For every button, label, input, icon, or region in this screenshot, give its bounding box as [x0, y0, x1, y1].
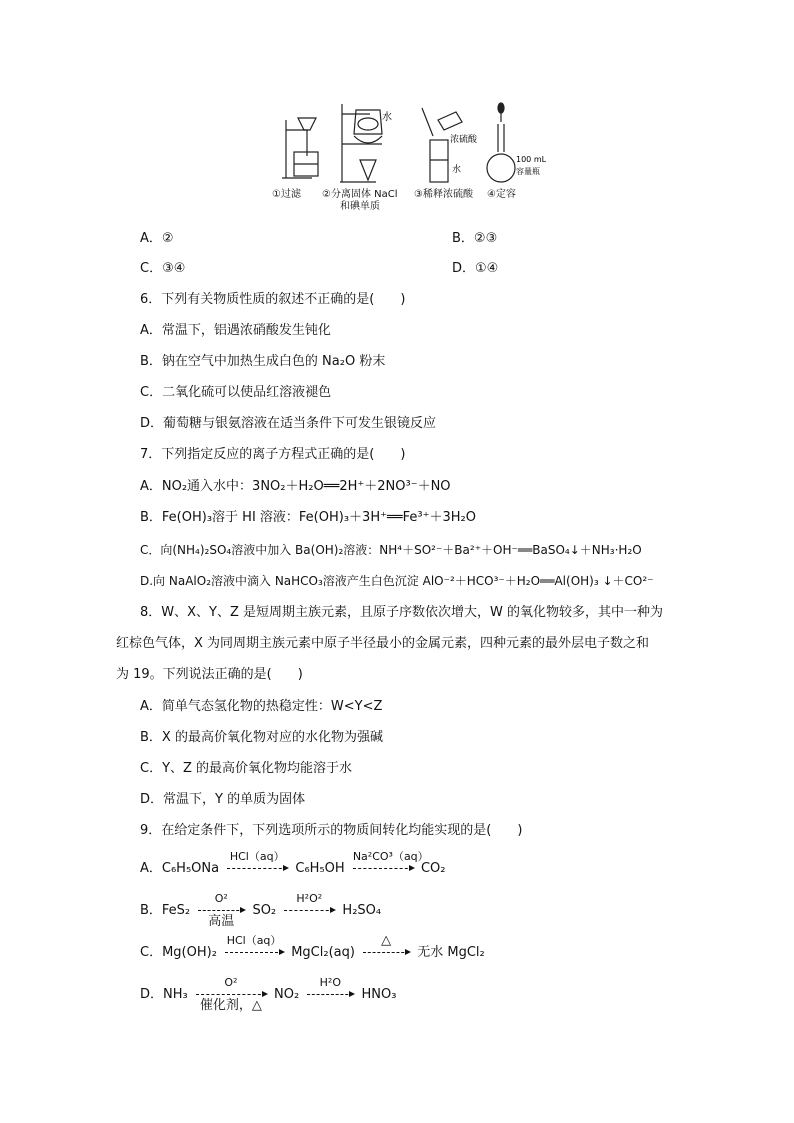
arrow — [225, 933, 283, 960]
arrow — [352, 849, 429, 876]
reagent: O² — [224, 975, 238, 989]
q9-b-left: B．FeS₂ — [140, 903, 191, 918]
q9-c-right: 无水 MgCl₂ — [417, 945, 485, 960]
q7-option-a: A．NO₂通入水中：3NO₂＋H₂O══2H⁺＋2NO³⁻＋NO — [140, 479, 451, 494]
q8-option-b: B．X 的最高价氧化物对应的水化物为强碱 — [140, 730, 383, 745]
arrow — [196, 975, 266, 1013]
arrow — [284, 891, 334, 918]
q7-option-d: D.向 NaAlO₂溶液中滴入 NaHCO₃溶液产生白色沉淀 AlO⁻²＋HCO³⁻＋H₂O══Al(OH)₃ ↓＋CO²⁻ — [140, 574, 654, 588]
q8-stem-line2: 红棕色气体，X 为同周期主族元素中原子半径最小的金属元素，四种元素的最外层电子数之和 — [116, 636, 650, 651]
label-flask2: 容量瓶 — [516, 167, 540, 176]
arrow — [363, 932, 409, 960]
caption-separate: ②分离固体 NaCl — [322, 189, 398, 200]
arrow — [198, 891, 244, 929]
q9-a-mid: C₆H₅OH — [295, 861, 345, 876]
reagent: Na²CO³（aq） — [352, 849, 429, 863]
caption-separate-2: 和碘单质 — [340, 201, 380, 212]
q9-stem: 9．在给定条件下，下列选项所示的物质间转化均能实现的是( ) — [140, 823, 523, 838]
q9-d-left: D．NH₃ — [140, 987, 188, 1002]
condition: 高温 — [208, 913, 235, 929]
q8-option-c: C．Y、Z 的最高价氧化物均能溶于水 — [140, 761, 353, 776]
q9-b-mid: SO₂ — [252, 903, 277, 918]
q6-option-c: C．二氧化硫可以使品红溶液褪色 — [140, 385, 332, 400]
q9-option-a — [140, 849, 446, 878]
q9-a-left: A．C₆H₅ONa — [140, 861, 220, 876]
q5-option-a: A．② — [140, 231, 174, 246]
label-water2: 水 — [452, 165, 462, 175]
reagent: O² — [214, 891, 228, 905]
q9-d-mid: NO₂ — [274, 987, 300, 1002]
apparatus-figure — [270, 100, 547, 200]
caption-volume: ④定容 — [487, 189, 516, 200]
arrow — [227, 849, 287, 876]
q7-option-b: B．Fe(OH)₃溶于 HI 溶液：Fe(OH)₃＋3H⁺══Fe³⁺＋3H₂O — [140, 510, 476, 525]
arrow — [307, 975, 353, 1002]
label-conc-acid: 浓硫酸 — [450, 135, 478, 145]
q9-option-b — [140, 891, 382, 929]
q8-stem-line3: 为 19。下列说法正确的是( ) — [116, 667, 303, 682]
reagent: HCl（aq） — [226, 933, 282, 947]
q8-stem-line1: 8．W、X、Y、Z 是短周期主族元素，且原子序数依次增大，W 的氧化物较多，其中一种为 — [140, 605, 663, 620]
q9-a-right: CO₂ — [420, 861, 446, 876]
label-water: 水 — [382, 112, 392, 123]
q8-option-d: D．常温下，Y 的单质为固体 — [140, 792, 306, 807]
caption-dilute: ③稀释浓硫酸 — [414, 189, 473, 200]
q9-option-c — [140, 932, 485, 962]
q9-c-mid: MgCl₂(aq) — [291, 945, 355, 960]
q5-option-c: C．③④ — [140, 261, 186, 276]
reagent: △ — [381, 932, 392, 948]
q8-option-a: A．简单气态氢化物的热稳定性：W<Y<Z — [140, 699, 383, 714]
q5-option-b: B．②③ — [452, 231, 498, 246]
q5-option-d: D．①④ — [452, 261, 499, 276]
q9-option-d — [140, 975, 397, 1013]
q9-c-left: C．Mg(OH)₂ — [140, 945, 217, 960]
q6-option-d: D．葡萄糖与银氨溶液在适当条件下可发生银镜反应 — [140, 416, 437, 431]
condition: 催化剂，△ — [199, 997, 262, 1013]
q6-option-b: B．钠在空气中加热生成白色的 Na₂O 粉末 — [140, 354, 386, 369]
q9-b-right: H₂SO₄ — [342, 903, 382, 918]
q7-stem: 7．下列指定反应的离子方程式正确的是( ) — [140, 447, 406, 462]
reagent: H²O² — [296, 891, 323, 905]
reagent: H²O — [319, 975, 341, 989]
q6-stem: 6．下列有关物质性质的叙述不正确的是( ) — [140, 292, 406, 307]
q9-d-right: HNO₃ — [361, 987, 397, 1002]
q6-option-a: A．常温下，铝遇浓硝酸发生钝化 — [140, 323, 331, 338]
q7-option-c: C．向(NH₄)₂SO₄溶液中加入 Ba(OH)₂溶液：NH⁴＋SO²⁻＋Ba²⁺＋OH⁻══BaSO₄↓＋NH₃·H₂O — [140, 543, 642, 557]
reagent: HCl（aq） — [229, 849, 285, 863]
label-flask1: 100 mL — [516, 155, 547, 164]
caption-filter: ①过滤 — [272, 189, 301, 200]
